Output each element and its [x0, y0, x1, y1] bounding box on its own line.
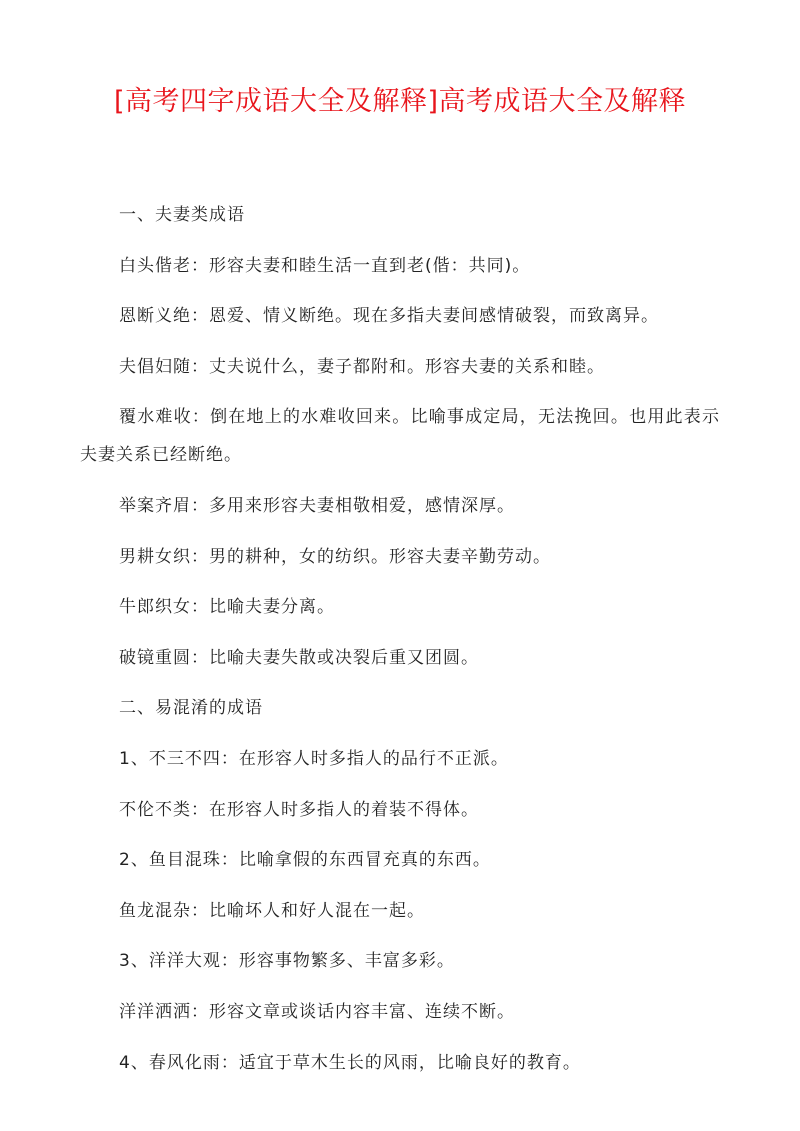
- idiom-entry: 牛郎织女：比喻夫妻分离。: [119, 597, 335, 618]
- idiom-entry: 鱼龙混杂：比喻坏人和好人混在一起。: [119, 900, 425, 921]
- idiom-entry: 4、春风化雨：适宜于草木生长的风雨，比喻良好的教育。: [119, 1052, 581, 1073]
- idiom-entry: 2、鱼目混珠：比喻拿假的东西冒充真的东西。: [119, 850, 491, 871]
- idiom-entry: 破镜重圆：比喻夫妻失散或决裂后重又团圆。: [119, 647, 479, 668]
- idiom-entry: 不伦不类：在形容人时多指人的着装不得体。: [119, 799, 479, 820]
- idiom-entry: 覆水难收：倒在地上的水难收回来。比喻事成定局，无法挽回。也用此表示夫妻关系已经断绝。: [80, 407, 720, 466]
- idiom-entry: 白头偕老：形容夫妻和睦生活一直到老(偕：共同)。: [119, 255, 531, 276]
- idiom-entry: 夫倡妇随：丈夫说什么，妻子都附和。形容夫妻的关系和睦。: [119, 356, 605, 377]
- idiom-entry: 洋洋洒洒：形容文章或谈话内容丰富、连续不断。: [119, 1001, 515, 1022]
- idiom-entry: 举案齐眉：多用来形容夫妻相敬相爱，感情深厚。: [119, 495, 515, 516]
- idiom-entry: 3、洋洋大观：形容事物繁多、丰富多彩。: [119, 951, 455, 972]
- idiom-entry: 恩断义绝：恩爱、情义断绝。现在多指夫妻间感情破裂，而致离异。: [119, 306, 659, 327]
- page-title: [高考四字成语大全及解释]高考成语大全及解释: [113, 86, 687, 117]
- section-heading-confusable: 二、易混淆的成语: [119, 698, 263, 719]
- document-body: [80, 196, 720, 1094]
- section-heading-couples: 一、夫妻类成语: [119, 205, 245, 225]
- idiom-entry: 1、不三不四：在形容人时多指人的品行不正派。: [119, 748, 509, 769]
- idiom-entry: 男耕女织：男的耕种，女的纺织。形容夫妻辛勤劳动。: [119, 546, 551, 567]
